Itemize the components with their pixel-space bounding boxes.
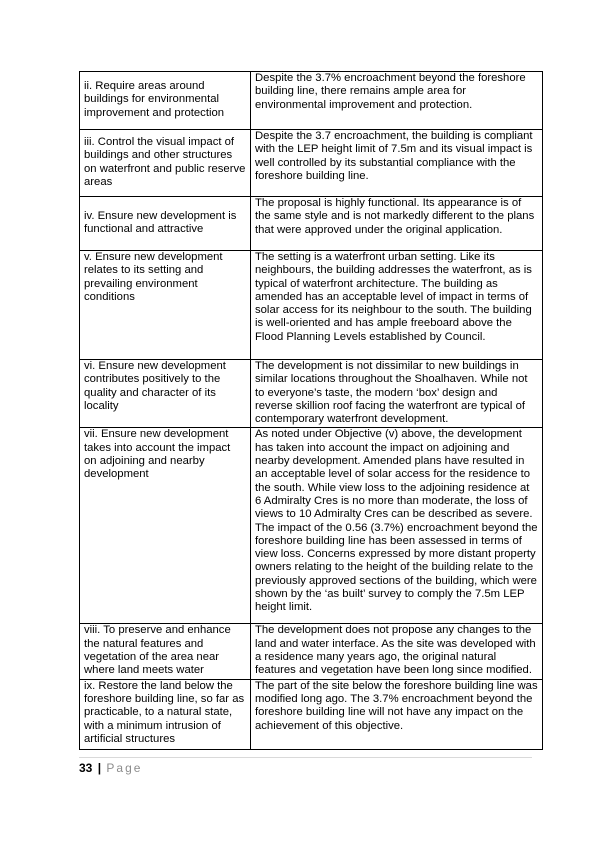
response-cell: The proposal is highly functional. Its appearance is of the same style and is not markedly different to the plans that were approved under the original application. xyxy=(251,197,543,251)
response-cell: The development does not propose any changes to the land and water interface. As the site was developed with a residence many years ago, the original natural features and vegetation have been long since modified. xyxy=(251,624,543,679)
page-footer xyxy=(79,761,142,775)
footer-separator: | xyxy=(97,761,102,775)
objectives-table xyxy=(79,71,543,750)
footer-divider xyxy=(79,757,532,758)
objective-cell: ix. Restore the land below the foreshore building line, so far as practicable, to a natural state, with a minimum intrusion of artificial structures xyxy=(80,679,251,749)
response-cell: The development is not dissimilar to new buildings in similar locations throughout the Shoalhaven. While not to everyone’s taste, the modern ‘box’ design and reverse skillion roof facing the waterfront are typical of contemporary waterfront development. xyxy=(251,360,543,428)
table-row xyxy=(80,72,543,130)
page-number: 33 xyxy=(79,761,93,775)
objective-cell: vii. Ensure new development takes into account the impact on adjoining and nearby development xyxy=(80,428,251,624)
table-row xyxy=(80,624,543,679)
response-cell: Despite the 3.7% encroachment beyond the foreshore building line, there remains ample area for environmental improvement and protection. xyxy=(251,72,543,130)
objective-cell: iv. Ensure new development is functional and attractive xyxy=(80,197,251,251)
table-row xyxy=(80,251,543,360)
page-label: Page xyxy=(106,761,143,775)
table-row xyxy=(80,679,543,749)
response-cell: The part of the site below the foreshore building line was modified long ago. The 3.7% encroachment beyond the foreshore building line will not have any impact on the achievement of this objective. xyxy=(251,679,543,749)
table-row xyxy=(80,130,543,197)
objective-cell: iii. Control the visual impact of buildings and other structures on waterfront and public reserve areas xyxy=(80,130,251,197)
objective-cell: v. Ensure new development relates to its setting and prevailing environment conditions xyxy=(80,251,251,360)
response-cell: Despite the 3.7 encroachment, the building is compliant with the LEP height limit of 7.5m and its visual impact is well controlled by its substantial compliance with the foreshore building line. xyxy=(251,130,543,197)
objective-cell: vi. Ensure new development contributes positively to the quality and character of its locality xyxy=(80,360,251,428)
response-cell: The setting is a waterfront urban setting. Like its neighbours, the building addresses the waterfront, as is typical of waterfront architecture. The building as amended has an acceptable level of impact in terms of solar access for its neighbour to the south. The building is well-oriented and has ample freeboard above the Flood Planning Levels established by Council. xyxy=(251,251,543,360)
table-row xyxy=(80,197,543,251)
objectives-table-container xyxy=(79,71,538,750)
table-row xyxy=(80,428,543,624)
response-cell: As noted under Objective (v) above, the development has taken into account the impact on adjoining and nearby development. Amended plans have resulted in an acceptable level of solar access for the residence to the south. While view loss to the adjoining residence at 6 Admiralty Cres is no more than moderate, the loss of views to 10 Admiralty Cres can be described as severe. The impact of the 0.56 (3.7%) encroachment beyond the foreshore building line has been assessed in terms of view loss. Concerns expressed by more distant property owners relating to the height of the building relate to the previously approved sections of the building, which were shown by the ‘as built’ survey to comply the 7.5m LEP height limit. xyxy=(251,428,543,624)
objective-cell: ii. Require areas around buildings for environmental improvement and protection xyxy=(80,72,251,130)
table-row xyxy=(80,360,543,428)
objective-cell: viii. To preserve and enhance the natural features and vegetation of the area near where land meets water xyxy=(80,624,251,679)
